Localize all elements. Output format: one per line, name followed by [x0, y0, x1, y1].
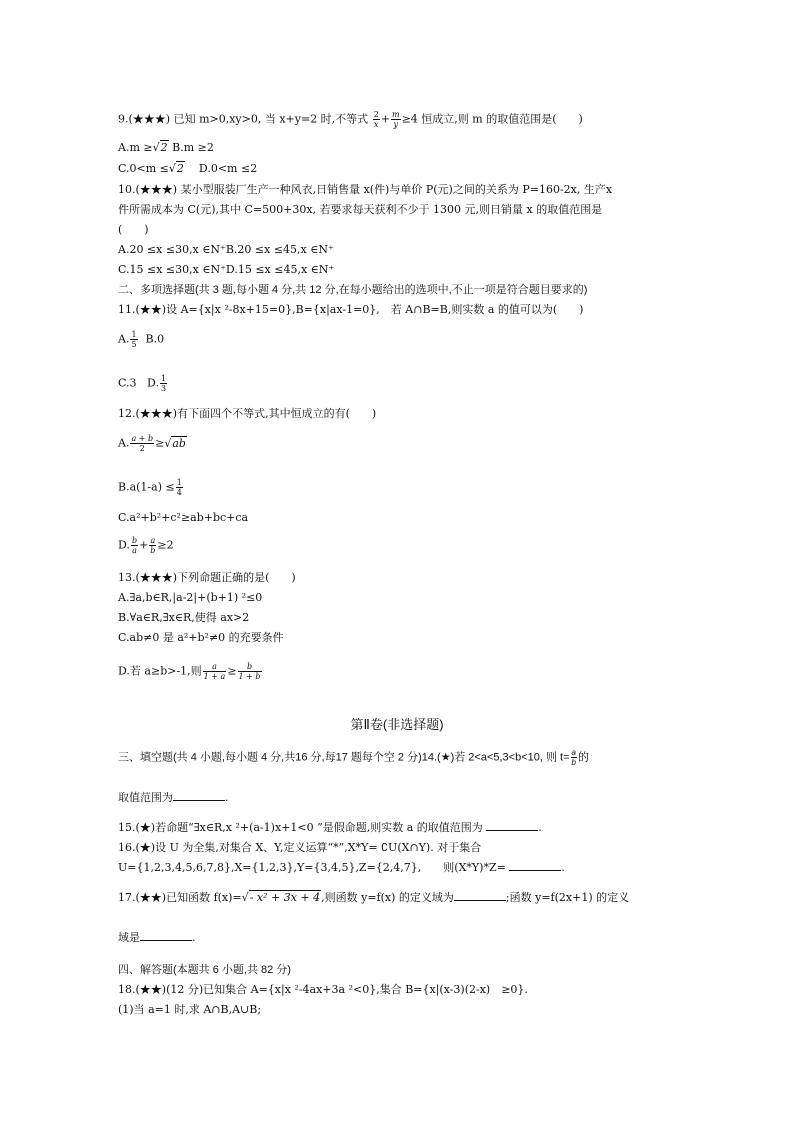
question-17-line1: 17.(★★)已知函数 f(x)=√- x² + 3x + 4,则函数 y=f(x) 的定义域为 ;函数 y=f(2x+1) 的定义	[118, 891, 630, 904]
question-14-answer-line: 取值范围为 .	[118, 791, 229, 804]
question-9-stem: 9.(★★★) 已知 m>0,xy>0, 当 x+y=2 时,不等式 $\frac{2}{x}$ + $\frac{m}{y}$ ≥4 恒成立,则 m 的取值范围是( )	[118, 110, 583, 129]
fraction-a-over-b: $\frac{a}{b}$	[150, 536, 156, 555]
fraction-b-over-1-plus-b: $\frac{b}{1 + b}$	[238, 662, 261, 681]
question-12-stem: 12.(★★★)有下面四个不等式,其中恒成立的有( )	[118, 407, 377, 420]
sqrt-symbol: √2	[152, 141, 168, 154]
question-13-option-c: C.ab≠0 是 a²+b²≠0 的充要条件	[118, 631, 284, 644]
question-12-option-d: D. $\frac{b}{a}$ + $\frac{a}{b}$ ≥2	[118, 536, 174, 555]
answer-blank[interactable]	[454, 890, 506, 901]
question-13-stem: 13.(★★★)下列命题正确的是( )	[118, 571, 296, 584]
question-18-line1: 18.(★★)(12 分)已知集合 A={x|x ²-4ax+3a ²<0},集合 B={x|(x-3)(2-x) ≥0}.	[118, 983, 528, 996]
question-10-line2: 件所需成本为 C(元),其中 C=500+30x, 若要求每天获利不少于 1300 元,则日销量 x 的取值范围是	[118, 203, 603, 216]
question-11-stem: 11.(★★)设 A={x|x ²-8x+15=0},B={x|ax-1=0}, 若 A∩B=B,则实数 a 的值可以为( )	[118, 303, 584, 316]
question-18-part1: (1)当 a=1 时,求 A∩B,A∪B;	[118, 1003, 262, 1016]
question-10-options-cd: C.15 ≤x ≤30,x ∈N⁺D.15 ≤x ≤45,x ∈N⁺	[118, 263, 335, 276]
sqrt-symbol: √- x² + 3x + 4	[241, 891, 321, 904]
sqrt-symbol: √ab	[164, 436, 186, 450]
question-10-options-ab: A.20 ≤x ≤30,x ∈N⁺B.20 ≤x ≤45,x ∈N⁺	[118, 243, 334, 256]
question-13-option-b: B.∀a∈R,∃x∈R,使得 ax>2	[118, 611, 250, 624]
question-13-option-d: D.若 a≥b>-1,则 $\frac{a}{1 + a}$ ≥ $\frac{b}{1 + b}$	[118, 662, 261, 681]
section-4-heading: 四、解答题(本题共 6 小题,共 82 分)	[118, 964, 291, 976]
question-16-line1: 16.(★)设 U 为全集,对集合 X、Y,定义运算“*”,X*Y= ∁U(X∩Y). 对于集合	[118, 841, 482, 854]
question-17-line2: 域是 .	[118, 931, 196, 944]
question-11-options-cd: C.3 D. $\frac{1}{3}$	[118, 374, 167, 393]
section-3-heading-q14: 三、填空题(共 4 小题,每小题 4 分,共16 分,每17 题每个空 2 分)14.(★)若 2<a<5,3<b<10, 则 t= $\frac{a}{b}$ 的	[118, 748, 589, 767]
question-10-line1: 10.(★★★) 某小型服装厂生产一种风衣,日销售量 x(件)与单价 P(元)之间的关系为 P=160-2x, 生产x	[118, 183, 613, 196]
fraction-a-over-b: $\frac{a}{b}$	[571, 748, 576, 767]
part-2-title: 第Ⅱ卷(非选择题)	[350, 717, 444, 732]
fraction-m-over-y: $\frac{m}{y}$	[392, 110, 400, 129]
question-12-option-a: A. $\frac{a + b}{2}$ ≥√ab	[118, 434, 186, 453]
fraction-b-over-a: $\frac{b}{a}$	[131, 536, 138, 555]
question-9-options-ab: A.m ≥√2 B.m ≥2	[118, 141, 214, 154]
question-9-options-cd: C.0<m ≤√2 D.0<m ≤2	[118, 162, 258, 175]
question-12-option-c: C.a²+b²+c²≥ab+bc+ca	[118, 511, 249, 524]
answer-blank[interactable]	[509, 860, 561, 871]
answer-blank[interactable]	[140, 930, 192, 941]
question-16-line2: U={1,2,3,4,5,6,7,8},X={1,2,3},Y={3,4,5},Z={2,4,7}, 则(X*Y)*Z= .	[118, 861, 565, 874]
answer-blank[interactable]	[173, 790, 225, 801]
question-10-line3: ( )	[118, 223, 149, 236]
question-13-option-a: A.∃a,b∈R,|a-2|+(b+1) ²≤0	[118, 591, 263, 604]
question-11-options-ab: A. $\frac{1}{5}$ B.0	[118, 330, 165, 349]
fraction-a-plus-b-over-2: $\frac{a + b}{2}$	[131, 434, 154, 453]
fraction-a-over-1-plus-a: $\frac{a}{1 + a}$	[203, 662, 226, 681]
answer-blank[interactable]	[486, 820, 538, 831]
question-12-option-b: B.a(1-a) ≤ $\frac{1}{4}$	[118, 478, 182, 497]
sqrt-symbol: √2	[168, 162, 184, 175]
section-2-heading: 二、多项选择题(共 3 题,每小题 4 分,共 12 分,在每小题给出的选项中,不止一项是符合题目要求的)	[118, 284, 588, 296]
fraction-1-over-5: $\frac{1}{5}$	[131, 330, 137, 349]
question-15: 15.(★)若命题“∃x∈R,x ²+(a-1)x+1<0 ”是假命题,则实数 a 的取值范围为 .	[118, 821, 542, 834]
fraction-1-over-4: $\frac{1}{4}$	[176, 478, 182, 497]
fraction-2-over-x: $\frac{2}{x}$	[373, 110, 379, 129]
fraction-1-over-3: $\frac{1}{3}$	[160, 374, 167, 393]
